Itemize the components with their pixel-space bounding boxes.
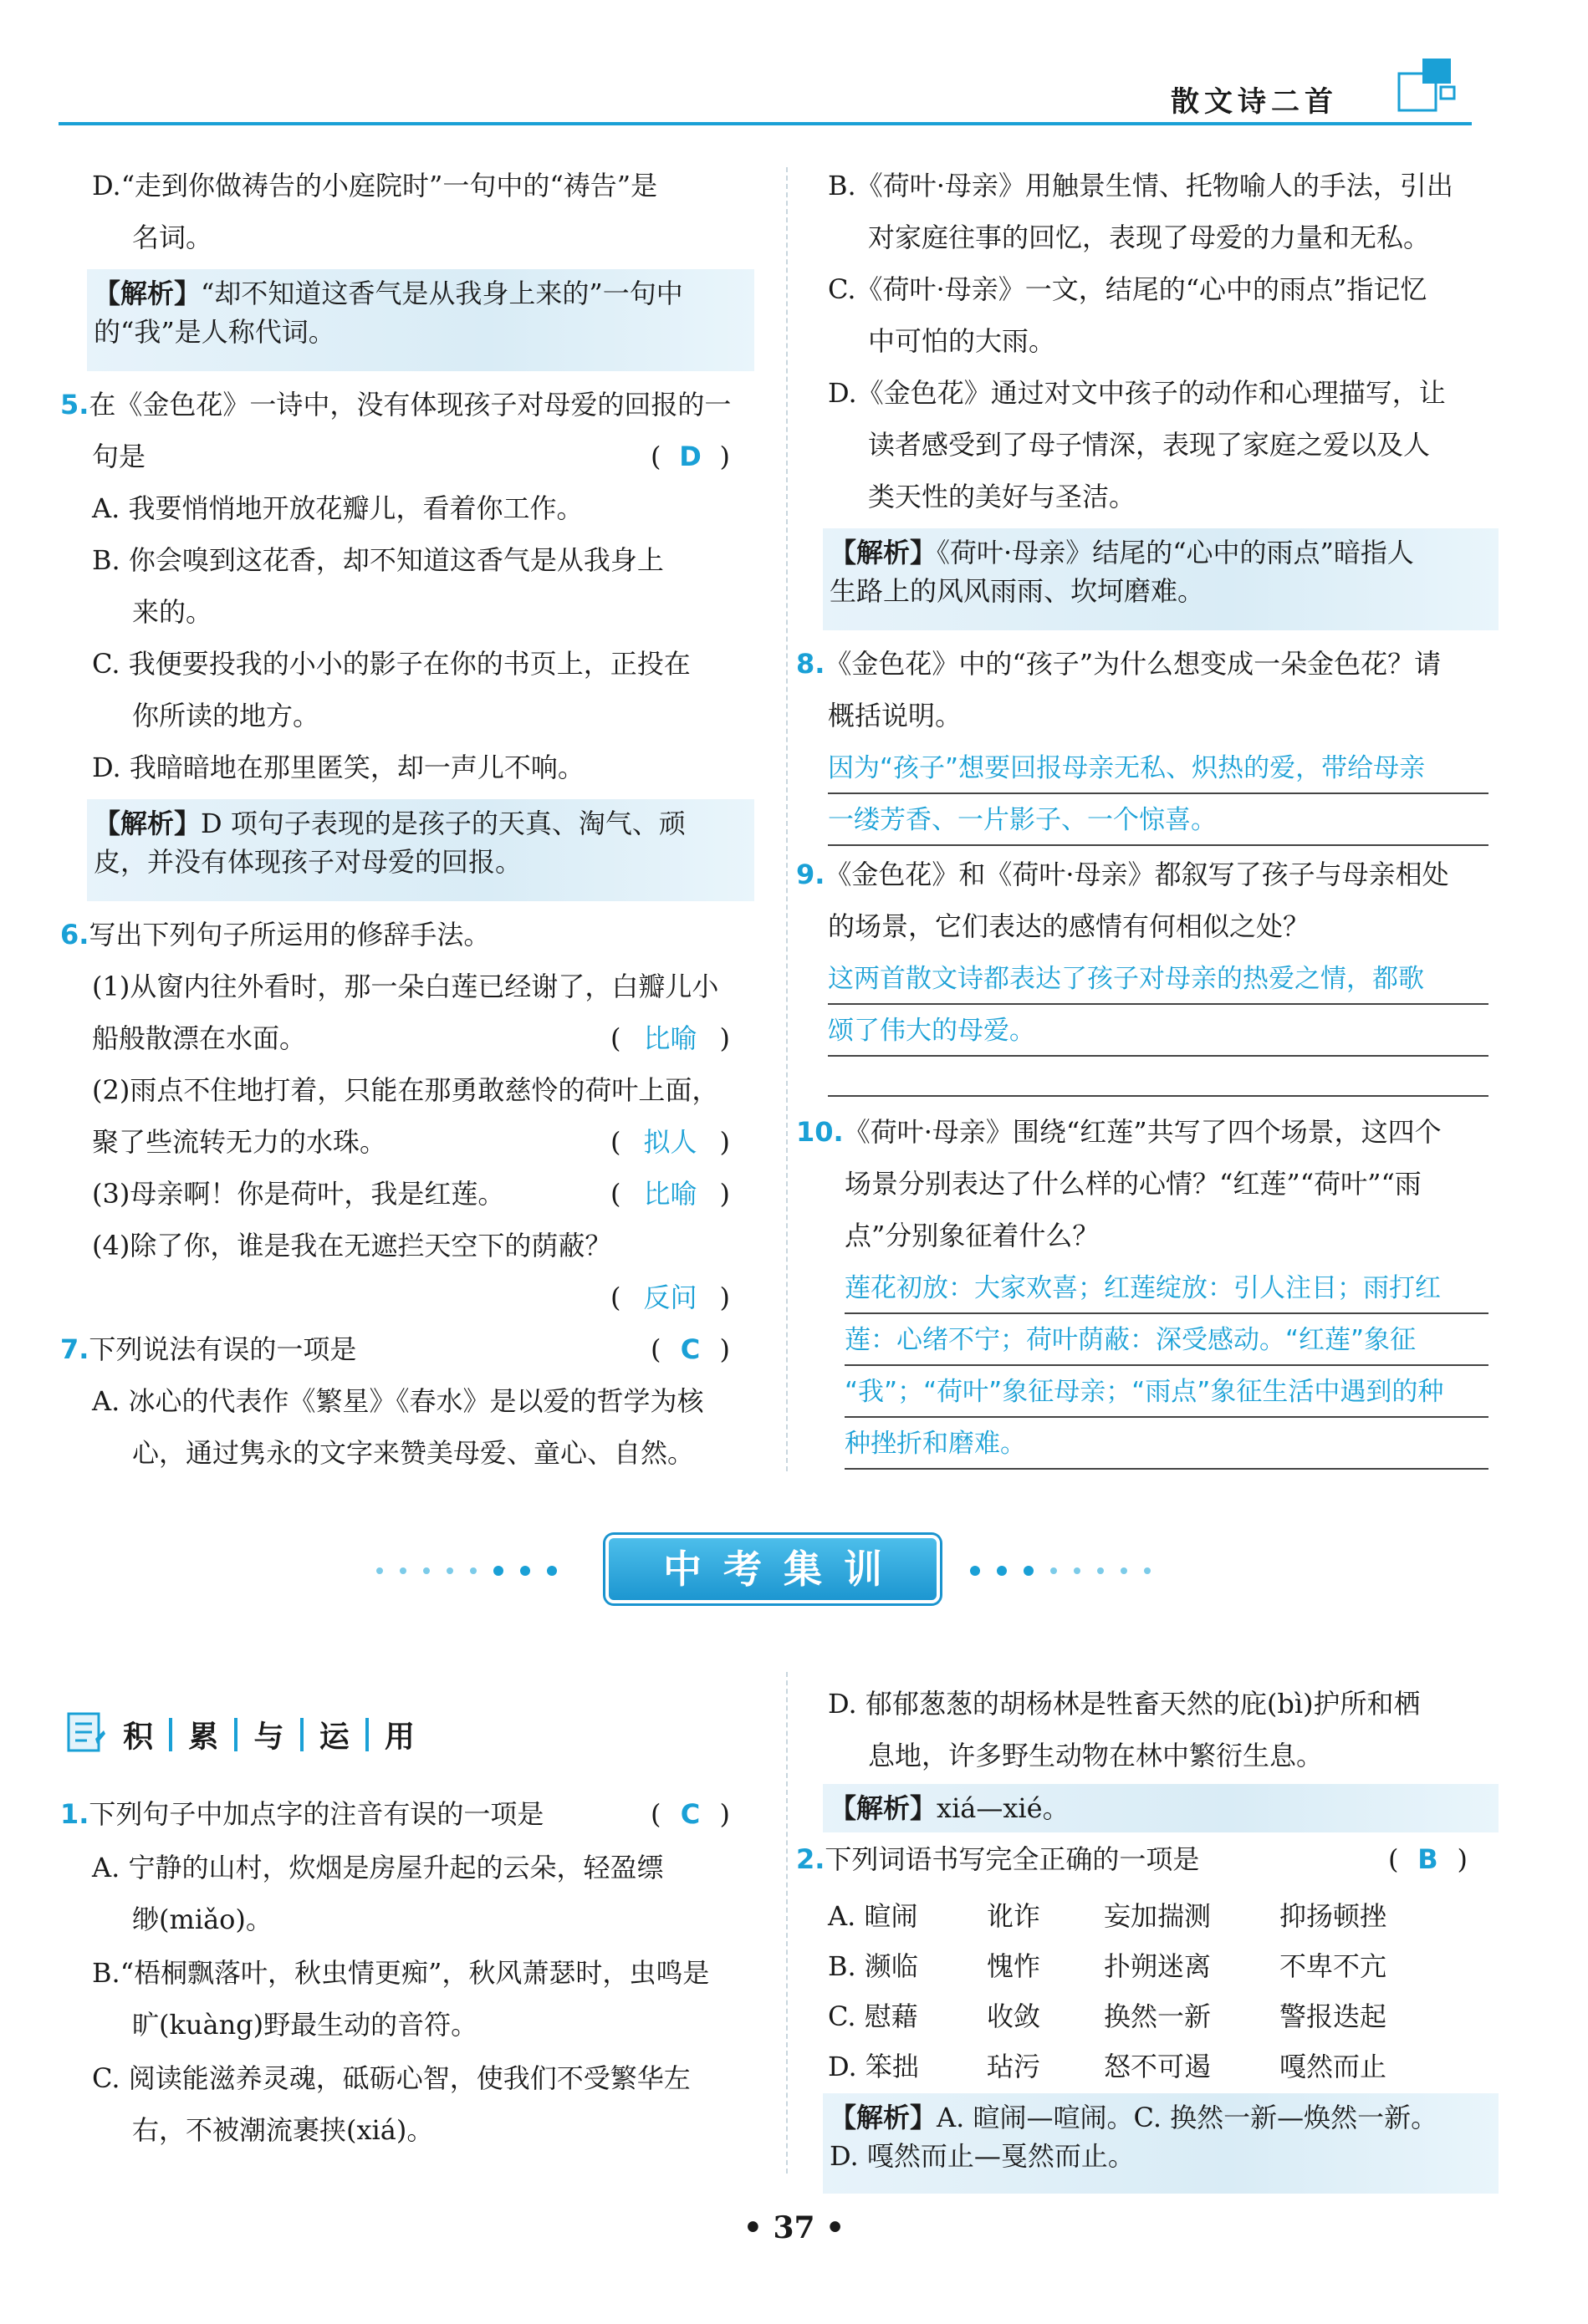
q5-stem-text: 在《金色花》一诗中，没有体现孩子对母爱的回报的一 xyxy=(89,389,732,420)
analysis-tag: 【解析】 xyxy=(830,537,937,568)
q8-number: 8. xyxy=(796,648,825,680)
q5-option-d: D. 我暗暗地在那里匿笑，却一声儿不响。 xyxy=(92,752,585,783)
analysis-tag: 【解析】 xyxy=(94,278,202,309)
section-sep xyxy=(300,1718,304,1751)
q9-number: 9. xyxy=(796,859,825,890)
q7-number: 7. xyxy=(60,1333,89,1365)
header-deco-icon xyxy=(1392,55,1459,120)
b1-stem-text: 下列句子中加点字的注音有误的一项是 xyxy=(89,1798,544,1830)
analysis-b2 xyxy=(823,2093,1499,2194)
b2-number: 2. xyxy=(796,1843,825,1875)
q6-stem-text: 写出下列句子所运用的修辞手法。 xyxy=(89,919,491,950)
word-cell: 怒不可遏 xyxy=(1104,2051,1212,2082)
q8-stem-cont: 概括说明。 xyxy=(828,700,963,731)
q5-stem-cont: 句是 xyxy=(92,441,146,472)
q8-answer-line-2: 一缕芳香、一片影子、一个惊喜。 xyxy=(828,796,1488,846)
q9-answer-line-2: 颂了伟大的母爱。 xyxy=(828,1007,1488,1057)
q7-option-a: A. 冰心的代表作《繁星》《春水》是以爱的哲学为核 xyxy=(92,1385,704,1417)
word-cell: B. 濒临 xyxy=(828,1950,918,1982)
word-cell: 不卑不亢 xyxy=(1279,1950,1387,1982)
q5-number: 5. xyxy=(60,389,89,420)
word-cell: A. 暄闹 xyxy=(828,1900,918,1932)
analysis-q7 xyxy=(823,528,1499,630)
word-row xyxy=(828,2041,1497,2092)
q6-1-answer-value: 比喻 xyxy=(643,1022,697,1054)
q4-option-d-cont: 名词。 xyxy=(132,222,213,253)
word-cell: 警报迭起 xyxy=(1279,2000,1387,2032)
q6-item-4: (4)除了你，谁是我在无遮拦天空下的荫蔽？ xyxy=(92,1230,612,1261)
q6-4-answer-value: 反问 xyxy=(643,1282,697,1313)
q6-item-1-cont: 船般散漂在水面。 xyxy=(92,1022,307,1054)
b2-stem xyxy=(796,1839,1199,1879)
q5-answer: ( D ) xyxy=(651,436,730,477)
q6-2-answer: ( 拟人 ) xyxy=(610,1122,730,1162)
q7-answer: ( C ) xyxy=(651,1329,730,1369)
q5-stem xyxy=(60,385,731,425)
analysis-tag: 【解析】 xyxy=(830,2102,937,2133)
q5-answer-value: D xyxy=(679,441,702,472)
word-cell: 讹诈 xyxy=(987,1900,1041,1932)
q10-stem-cont2: 点”分别象征着什么？ xyxy=(845,1220,1100,1251)
section-sep xyxy=(234,1718,237,1751)
q6-3-answer-value: 比喻 xyxy=(643,1178,697,1210)
b2-stem-text: 下列词语书写完全正确的一项是 xyxy=(825,1843,1200,1875)
word-cell: 妄加揣测 xyxy=(1104,1900,1212,1932)
q9-stem-text: 《金色花》和《荷叶·母亲》都叙写了孩子与母亲相处 xyxy=(825,859,1449,890)
q10-answer-line-3: “我”；“荷叶”象征母亲；“雨点”象征生活中遇到的种 xyxy=(845,1368,1488,1418)
q9-blank-line xyxy=(828,1095,1488,1097)
q10-number: 10. xyxy=(796,1116,844,1148)
analysis-tag: 【解析】 xyxy=(94,808,202,839)
b1-option-d-cont: 息地，许多野生动物在林中繁衍生息。 xyxy=(868,1740,1324,1771)
analysis-text: xiá—xié。 xyxy=(937,1792,1070,1824)
b1-option-d: D. 郁郁葱葱的胡杨林是牲畜天然的庇(bì)护所和栖 xyxy=(828,1688,1421,1720)
page-number: • 37 • xyxy=(743,2210,845,2245)
section-sep xyxy=(365,1718,369,1751)
word-cell: C. 慰藉 xyxy=(828,2000,918,2032)
section-title-char: 积 xyxy=(123,1720,154,1755)
word-row xyxy=(828,1991,1497,2041)
section-sep xyxy=(169,1718,172,1751)
q7-option-c: C.《荷叶·母亲》一文，结尾的“心中的雨点”指记忆 xyxy=(828,273,1427,305)
word-cell: 愧怍 xyxy=(987,1950,1041,1982)
word-cell: D. 笨拙 xyxy=(828,2051,919,2082)
word-cell: 抑扬顿挫 xyxy=(1279,1900,1387,1932)
q8-stem-text: 《金色花》中的“孩子”为什么想变成一朵金色花？请 xyxy=(825,648,1442,680)
q7-option-b-cont: 对家庭往事的回忆，表现了母爱的力量和无私。 xyxy=(868,222,1431,253)
b1-option-c-cont: 右，不被潮流裹挟(xiá)。 xyxy=(132,2114,434,2146)
q6-4-answer: ( 反问 ) xyxy=(610,1277,730,1317)
q6-item-2: (2)雨点不住地打着，只能在那勇敢慈怜的荷叶上面， xyxy=(92,1074,719,1106)
banner xyxy=(605,1535,940,1603)
word-cell: 扑朔迷离 xyxy=(1104,1950,1212,1982)
analysis-text: 生路上的风风雨雨、坎坷磨难。 xyxy=(830,575,1205,607)
word-cell: 玷污 xyxy=(987,2051,1041,2082)
word-table xyxy=(828,1891,1497,2092)
b1-number: 1. xyxy=(60,1798,89,1830)
q7-option-d: D.《金色花》通过对文中孩子的动作和心理描写，让 xyxy=(828,377,1446,409)
section-title-char: 与 xyxy=(253,1720,284,1755)
b1-answer: ( C ) xyxy=(651,1794,730,1834)
q10-answer-line-2: 莲：心绪不宁；荷叶荫蔽：深受感动。“红莲”象征 xyxy=(845,1316,1488,1366)
analysis-b1 xyxy=(823,1784,1499,1832)
q8-answer-line-1: 因为“孩子”想要回报母亲无私、炽热的爱，带给母亲 xyxy=(828,744,1488,794)
b1-option-c: C. 阅读能滋养灵魂，砥砺心智，使我们不受繁华左 xyxy=(92,2062,691,2094)
word-row xyxy=(828,1941,1497,1991)
q10-stem xyxy=(796,1112,1442,1152)
q5-option-b-cont: 来的。 xyxy=(132,596,213,628)
q4-option-d: D.“走到你做祷告的小庭院时”一句中的“祷告”是 xyxy=(92,170,658,201)
q8-stem xyxy=(796,644,1441,684)
header-rule xyxy=(59,122,1472,125)
notebook-icon xyxy=(65,1710,107,1759)
q7-option-a-cont: 心，通过隽永的文字来赞美母爱、童心、自然。 xyxy=(132,1437,695,1469)
q6-item-1: (1)从窗内往外看时，那一朵白莲已经谢了，白瓣儿小 xyxy=(92,971,719,1002)
column-divider-bottom xyxy=(786,1672,788,2174)
header-title: 散文诗二首 xyxy=(1171,85,1338,119)
section-title-char: 运 xyxy=(319,1720,350,1755)
word-cell: 嘎然而止 xyxy=(1279,2051,1387,2082)
q7-option-b: B.《荷叶·母亲》用触景生情、托物喻人的手法，引出 xyxy=(828,170,1453,201)
analysis-q5 xyxy=(87,799,754,901)
analysis-text: 的“我”是人称代词。 xyxy=(94,316,335,348)
q9-stem xyxy=(796,854,1449,894)
analysis-text: 皮，并没有体现孩子对母爱的回报。 xyxy=(94,846,523,878)
analysis-text: 《荷叶·母亲》结尾的“心中的雨点”暗指人 xyxy=(937,537,1414,568)
q9-stem-cont: 的场景，它们表达的感情有何相似之处？ xyxy=(828,910,1310,942)
q10-stem-cont: 场景分别表达了什么样的心情？“红莲”“荷叶”“雨 xyxy=(845,1168,1422,1200)
word-row xyxy=(828,1891,1497,1941)
analysis-text: D 项句子表现的是孩子的天真、淘气、顽 xyxy=(201,808,686,839)
analysis-q4 xyxy=(87,269,754,371)
banner-dots-right xyxy=(962,1562,1159,1577)
q6-2-answer-value: 拟人 xyxy=(643,1126,697,1158)
section-title-char: 用 xyxy=(384,1720,415,1755)
analysis-text: D. 嘎然而止—戛然而止。 xyxy=(830,2140,1135,2172)
analysis-text: “却不知道这香气是从我身上来的”一句中 xyxy=(201,278,683,309)
banner-title: 中考集训 xyxy=(663,1547,904,1592)
b1-stem xyxy=(60,1794,544,1834)
q10-stem-text: 《荷叶·母亲》围绕“红莲”共写了四个场景，这四个 xyxy=(843,1116,1442,1148)
q10-answer-line-4: 种挫折和磨难。 xyxy=(845,1419,1488,1470)
q7-option-d-cont2: 类天性的美好与圣洁。 xyxy=(868,481,1136,512)
q6-number: 6. xyxy=(60,919,89,950)
b1-option-a-cont: 缈(miǎo)。 xyxy=(132,1904,273,1935)
analysis-tag: 【解析】 xyxy=(830,1792,937,1824)
q9-answer-line-1: 这两首散文诗都表达了孩子对母亲的热爱之情，都歌 xyxy=(828,955,1488,1005)
b2-answer: ( B ) xyxy=(1388,1839,1468,1879)
b1-option-b-cont: 旷(kuàng)野最生动的音符。 xyxy=(132,2009,478,2041)
section-title-char: 累 xyxy=(188,1720,219,1755)
q5-option-a: A. 我要悄悄地开放花瓣儿，看着你工作。 xyxy=(92,492,584,524)
q10-answer-line-1: 莲花初放：大家欢喜；红莲绽放：引人注目；雨打红 xyxy=(845,1264,1488,1314)
q7-stem xyxy=(60,1329,356,1369)
q7-answer-value: C xyxy=(680,1333,701,1365)
banner-dots-left xyxy=(368,1562,565,1577)
q6-1-answer: ( 比喻 ) xyxy=(610,1018,730,1058)
q7-option-d-cont: 读者感受到了母子情深，表现了家庭之爱以及人 xyxy=(868,429,1431,461)
q5-option-c-cont: 你所读的地方。 xyxy=(132,700,320,731)
q6-item-3: (3)母亲啊！你是荷叶，我是红莲。 xyxy=(92,1178,505,1210)
q7-option-c-cont: 中可怕的大雨。 xyxy=(868,325,1056,357)
column-divider xyxy=(786,167,788,1471)
q5-option-b: B. 你会嗅到这花香，却不知道这香气是从我身上 xyxy=(92,544,664,576)
section-header xyxy=(65,1710,415,1757)
b1-answer-value: C xyxy=(680,1798,701,1830)
b1-option-a: A. 宁静的山村，炊烟是房屋升起的云朵，轻盈缥 xyxy=(92,1852,664,1883)
q6-3-answer: ( 比喻 ) xyxy=(610,1174,730,1214)
q6-stem xyxy=(60,915,490,955)
word-cell: 收敛 xyxy=(987,2000,1041,2032)
q5-option-c: C. 我便要投我的小小的影子在你的书页上，正投在 xyxy=(92,648,691,680)
analysis-text: A. 暄闹—喧闹。C. 换然一新—焕然一新。 xyxy=(937,2102,1438,2133)
word-cell: 换然一新 xyxy=(1104,2000,1212,2032)
b2-answer-value: B xyxy=(1417,1843,1438,1875)
b1-option-b: B.“梧桐飘落叶，秋虫情更痴”，秋风萧瑟时，虫鸣是 xyxy=(92,1957,710,1989)
q6-item-2-cont: 聚了些流转无力的水珠。 xyxy=(92,1126,387,1158)
q7-stem-text: 下列说法有误的一项是 xyxy=(89,1333,357,1365)
